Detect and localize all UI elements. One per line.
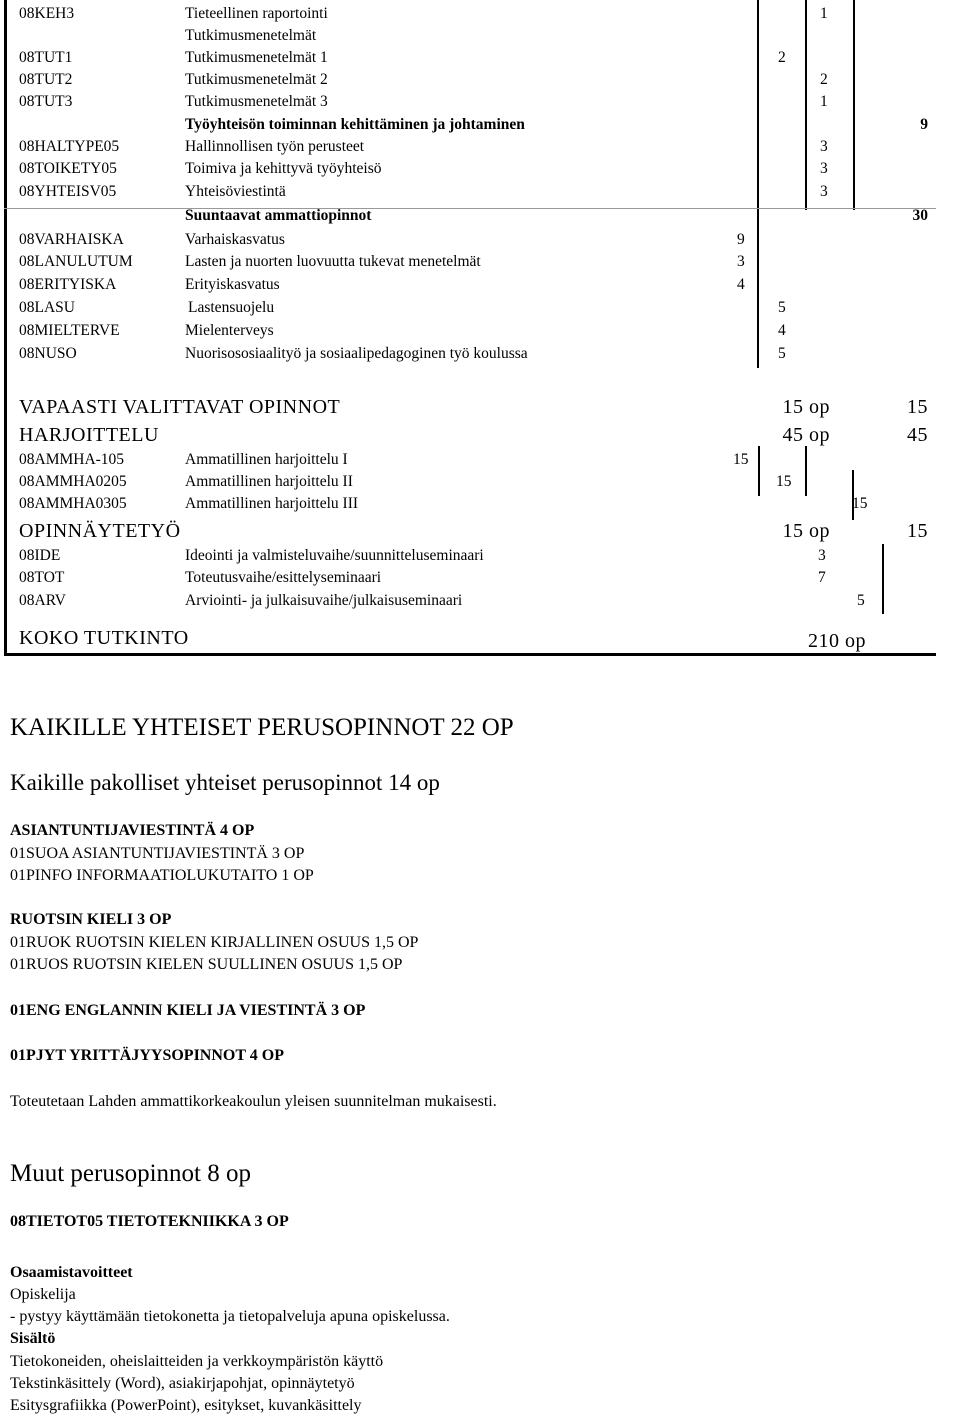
paragraph: - pystyy käyttämään tietokonetta ja tietopalveluja apuna opiskelussa. xyxy=(10,1308,450,1325)
row-value: 4 xyxy=(778,322,786,339)
row-name: Tutkimusmenetelmät xyxy=(185,27,317,44)
row-name: Tieteellinen raportointi xyxy=(185,5,328,22)
row-code: 08YHTEISV05 xyxy=(19,183,117,200)
row-value: 3 xyxy=(820,160,828,177)
grid-line xyxy=(805,446,807,496)
row-value: 1 xyxy=(820,93,828,110)
row-value: 2 xyxy=(820,71,828,88)
section-title: 08TIETOT05 TIETOTEKNIIKKA 3 OP xyxy=(10,1213,289,1230)
opinnaytetyo-op: 15 op xyxy=(782,520,830,542)
opn-value: 5 xyxy=(857,592,865,609)
row-code: 08TUT1 xyxy=(19,49,73,66)
row-code: 08ERITYISKA xyxy=(19,276,117,293)
course-line: 01RUOK RUOTSIN KIELEN KIRJALLINEN OSUUS 1,5 OP xyxy=(10,934,419,951)
row-value: 3 xyxy=(820,138,828,155)
row-value: 4 xyxy=(737,276,745,293)
koko-label: KOKO TUTKINTO xyxy=(19,627,189,649)
harj-code: 08AMMHA0305 xyxy=(19,495,127,512)
row-value: 9 xyxy=(737,231,745,248)
heading-1: KAIKILLE YHTEISET PERUSOPINNOT 22 OP xyxy=(10,714,514,741)
opn-name: Toteutusvaihe/esittelyseminaari xyxy=(185,569,382,586)
paragraph: Tekstinkäsittely (Word), asiakirjapohjat, opinnäytetyö xyxy=(10,1375,355,1392)
row-value: 3 xyxy=(737,253,745,270)
row-code: 08MIELTERVE xyxy=(19,322,120,339)
harj-name: Ammatillinen harjoittelu I xyxy=(185,451,348,468)
vapaasti-total: 15 xyxy=(907,396,928,418)
vapaasti-label: VAPAASTI VALITTAVAT OPINNOT xyxy=(19,396,341,418)
grid-line xyxy=(4,208,936,209)
row-name: Tutkimusmenetelmät 3 xyxy=(185,93,328,110)
paragraph: Esitysgrafiikka (PowerPoint), esitykset, kuvankäsittely xyxy=(10,1397,362,1414)
harj-value: 15 xyxy=(733,451,749,468)
paragraph: Toteutetaan Lahden ammattikorkeakoulun yleisen suunnitelman mukaisesti. xyxy=(10,1093,497,1110)
row-name: Tutkimusmenetelmät 2 xyxy=(185,71,328,88)
row-name: Lasten ja nuorten luovuutta tukevat menetelmät xyxy=(185,253,481,270)
vapaasti-op: 15 op xyxy=(782,396,830,418)
opn-value: 3 xyxy=(818,547,826,564)
section-title: RUOTSIN KIELI 3 OP xyxy=(10,911,172,928)
row-code: 08TOIKETY05 xyxy=(19,160,117,177)
heading-2: Muut perusopinnot 8 op xyxy=(10,1160,251,1187)
opn-code: 08IDE xyxy=(19,547,61,564)
paragraph: Opiskelija xyxy=(10,1286,76,1303)
row-code: 08LANULUTUM xyxy=(19,253,133,270)
row-code: 08TUT2 xyxy=(19,71,73,88)
opinnaytetyo-label: OPINNÄYTETYÖ xyxy=(19,520,181,542)
opn-name: Arviointi- ja julkaisuvaihe/julkaisuseminaari xyxy=(185,592,463,609)
row-value: 1 xyxy=(820,5,828,22)
row-name: Yhteisöviestintä xyxy=(185,183,286,200)
section-title: 01PJYT YRITTÄJYYSOPINNOT 4 OP xyxy=(10,1047,284,1064)
course-line: 01SUOA ASIANTUNTIJAVIESTINTÄ 3 OP xyxy=(10,845,305,862)
harj-code: 08AMMHA-105 xyxy=(19,451,125,468)
row-name: Mielenterveys xyxy=(185,322,274,339)
grid-line xyxy=(882,544,884,614)
harj-value: 15 xyxy=(776,473,792,490)
harjoittelu-op: 45 op xyxy=(782,424,830,446)
harjoittelu-total: 45 xyxy=(907,424,928,446)
row-name: Erityiskasvatus xyxy=(185,276,280,293)
row-value: 5 xyxy=(778,345,786,362)
row-name: Nuorisososiaalityö ja sosiaalipedagoginen työ koulussa xyxy=(185,345,528,362)
row-code: 08LASU xyxy=(19,299,75,316)
row-name: Hallinnollisen työn perusteet xyxy=(185,138,365,155)
opn-value: 7 xyxy=(818,569,826,586)
row-code: 08HALTYPE05 xyxy=(19,138,120,155)
row-name: Varhaiskasvatus xyxy=(185,231,285,248)
subheading: Osaamistavoitteet xyxy=(10,1264,133,1281)
harj-code: 08AMMHA0205 xyxy=(19,473,127,490)
row-code: 08KEH3 xyxy=(19,5,75,22)
heading-2: Kaikille pakolliset yhteiset perusopinnot 14 op xyxy=(10,770,440,795)
grid-line xyxy=(758,446,760,496)
row-name: Tutkimusmenetelmät 1 xyxy=(185,49,328,66)
row-total: 30 xyxy=(912,207,928,224)
row-code: 08TUT3 xyxy=(19,93,73,110)
harj-name: Ammatillinen harjoittelu III xyxy=(185,495,359,512)
row-name: Lastensuojelu xyxy=(188,299,275,316)
section-title: 01ENG ENGLANNIN KIELI JA VIESTINTÄ 3 OP xyxy=(10,1002,366,1019)
row-value: 2 xyxy=(778,49,786,66)
section-title: ASIANTUNTIJAVIESTINTÄ 4 OP xyxy=(10,822,255,839)
opn-name: Ideointi ja valmisteluvaihe/suunnitteluseminaari xyxy=(185,547,484,564)
harj-value: 15 xyxy=(852,495,868,512)
row-code: 08NUSO xyxy=(19,345,77,362)
course-line: 01PINFO INFORMAATIOLUKUTAITO 1 OP xyxy=(10,867,314,884)
row-value: 5 xyxy=(778,299,786,316)
course-line: 01RUOS RUOTSIN KIELEN SUULLINEN OSUUS 1,5 OP xyxy=(10,956,403,973)
koko-op: 210 op xyxy=(808,630,866,652)
harj-name: Ammatillinen harjoittelu II xyxy=(185,473,353,490)
opinnaytetyo-total: 15 xyxy=(907,520,928,542)
row-code: 08VARHAISKA xyxy=(19,231,124,248)
grid-line xyxy=(853,0,855,210)
harjoittelu-label: HARJOITTELU xyxy=(19,424,159,446)
opn-code: 08ARV xyxy=(19,592,66,609)
row-name: Työyhteisön toiminnan kehittäminen ja johtaminen xyxy=(185,116,525,133)
paragraph: Tietokoneiden, oheislaitteiden ja verkkoympäristön käyttö xyxy=(10,1353,384,1370)
subheading: Sisältö xyxy=(10,1330,56,1347)
row-total: 9 xyxy=(920,116,928,133)
opn-code: 08TOT xyxy=(19,569,65,586)
grid-line xyxy=(805,0,807,210)
row-name: Suuntaavat ammattiopinnot xyxy=(185,207,372,224)
grid-line xyxy=(757,0,759,368)
row-name: Toimiva ja kehittyvä työyhteisö xyxy=(185,160,382,177)
row-value: 3 xyxy=(820,183,828,200)
